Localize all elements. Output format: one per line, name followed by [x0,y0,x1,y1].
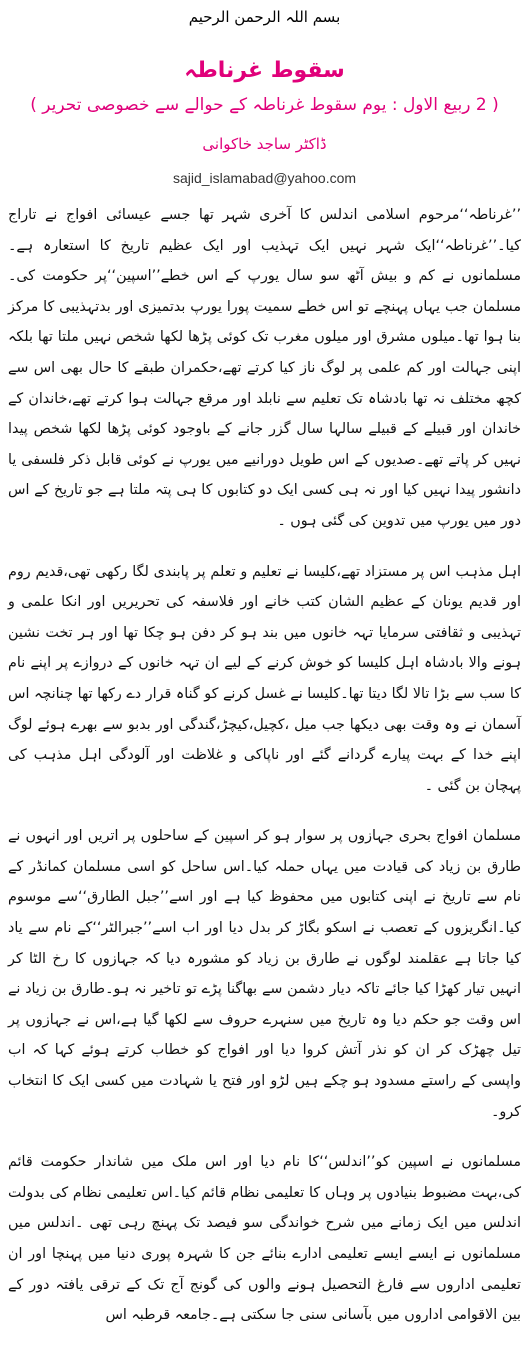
paragraph: مسلمان افواج بحری جہازوں پر سوار ہو کر اسپین کے ساحلوں پر اتریں اور انہوں نے طارق بن زیاد کی قیادت میں یہاں حملہ کیا۔اس ساحل کو اسی مسلمان کمانڈر کے نام سے تاریخ نے اپنی کتابوں میں محفوظ کیا ہے اور اسے’’جبل الطارق‘‘سے موسوم کیا۔انگریزوں کے تعصب نے اسکو بگاڑ کر بدل دیا اور اب اسے’’جبرالٹر‘‘کے نام سے یاد کیا جاتا ہے عقلمند لوگوں نے طارق بن زیاد کو مشورہ دیا کہ جہازوں کا رخ الٹا کر انہیں تیار کھڑا کیا جائے تاکہ دیار دشمن سے بھاگنا پڑے تو تاخیر نہ ہو۔طارق بن زیاد نے اس وقت جو حکم دیا وہ تاریخ میں سنہرے حروف سے لکھا گیا ہے،اس نے جہازوں پر تیل چھڑک کر ان کو نذر آتش کروا دیا اور افواج کو خطاب کرتے ہوئے کہا کہ اب واپسی کے راستے مسدود ہو چکے ہیں لڑو اور فتح یا شہادت میں کسی ایک کا انتخاب کرو۔ [8,828,521,1120]
article-subtitle: ( 2 ربیع الاول : یوم سقوط غرناطہ کے حوالے سے خصوصی تحریر ) [30,95,499,115]
author-email: sajid_islamabad@yahoo.com [172,170,357,186]
paragraph: اہل مذہب اس پر مستزاد تھے،کلیسا نے تعلیم و تعلم پر پابندی لگا رکھی تھی،قدیم روم اور قدیم یونان کے عظیم الشان کتب خانے اور فلاسفہ کی تحریریں اور انکا علمی و تہذیبی و ثقافتی سرمایا تہہ خانوں میں بند ہو کر دفن ہو چکا تھا اور ہر تخت نشین ہونے والا بادشاہ اہل کلیسا کو خوش کرنے کے لیے ان تہہ خانوں کے دروازے پر اپنے نام کا سب سے بڑا تالا لگا دیتا تھا۔کلیسا نے غسل کرنے کو گناہ قرار دے رکھا تھا چنانچہ اس آسمان نے وہ وقت بھی دیکھا جب میل ،کچیل،کیچڑ،گندگی اور بدبو سے بھرے ہوئے لوگ اپنے خدا کے بہت پیارے گردانے گئے اور ناپاکی و غلاظت اور آلودگی اہل مذہب کی پہچان بن گئی ۔ [8,563,521,794]
bismillah-heading: بسم اللہ الرحمن الرحیم [188,8,341,26]
paragraph: ’’غرناطہ‘‘مرحوم اسلامی اندلس کا آخری شہر تھا جسے عیسائی افواج نے تاراج کیا۔’’غرناطہ‘‘ایک شہر نہیں ایک تہذیب اور ایک عظیم تاریخ کا استعارہ ہے۔مسلمانوں نے کم و بیش آٹھ سو سال یورپ کے اس خطے’’اسپین‘‘پر حکومت کی۔مسلمان جب یہاں پہنچے تو اس خطے سمیت پورا یورپ بدتمیزی اور بدتہذیبی کا مرکز بنا ہوا تھا۔میلوں مشرق اور میلوں مغرب تک کوئی پڑھا لکھا شخص نہیں ملتا تھا بلکہ اپنی جہالت اور کم علمی پر لوگ ناز کیا کرتے تھے،حکمران طبقے کا حال بھی اس سے کچھ مختلف نہ تھا بادشاہ تک تعلیم سے نابلد اور مرقع جہالت ہوا کرتے تھے،خاندان کے خاندان اور قبیلے کے قبیلے سالہا سال گزر جانے کے باوجود کوئی پڑھا لکھا شخص پیدا نہیں کر پاتے تھے۔صدیوں کے اس طویل دورانیے میں یورپ نے کوئی قابل ذکر فلسفی یا دانشور پیدا نہیں کیا اور نہ ہی کسی ایک دو کتابوں کا ہی پتہ ملتا ہے جو تاریخ کے اس دور میں یورپ میں تدوین کی گئی ہوں ۔ [8,207,521,529]
paragraph: مسلمانوں نے اسپین کو’’اندلس‘‘کا نام دیا اور اس ملک میں شاندار حکومت قائم کی،بہت مضبوط بنیادوں پر وہاں کا تعلیمی نظام قائم کیا۔اس تعلیمی نظام کی بدولت اندلس میں ایک زمانے میں شرح خواندگی سو فیصد تک پہنچ رہی تھی ۔اندلس میں مسلمانوں نے ایسے ایسے تعلیمی ادارے بنائے جن کا شہرہ پوری دنیا میں پہنچا اور ان تعلیمی اداروں سے فارغ التحصیل ہونے والوں کی گونج آج تک کے ترقی یافتہ دور کے بین الاقوامی اداروں میں بآسانی سنی جا سکتی ہے۔جامعہ قرطبہ اس [8,1154,521,1324]
article-title: سقوط غرناطہ [184,58,345,83]
author-name: ڈاکٹر ساجد خاکوانی [202,135,327,153]
article-body [8,200,521,1351]
